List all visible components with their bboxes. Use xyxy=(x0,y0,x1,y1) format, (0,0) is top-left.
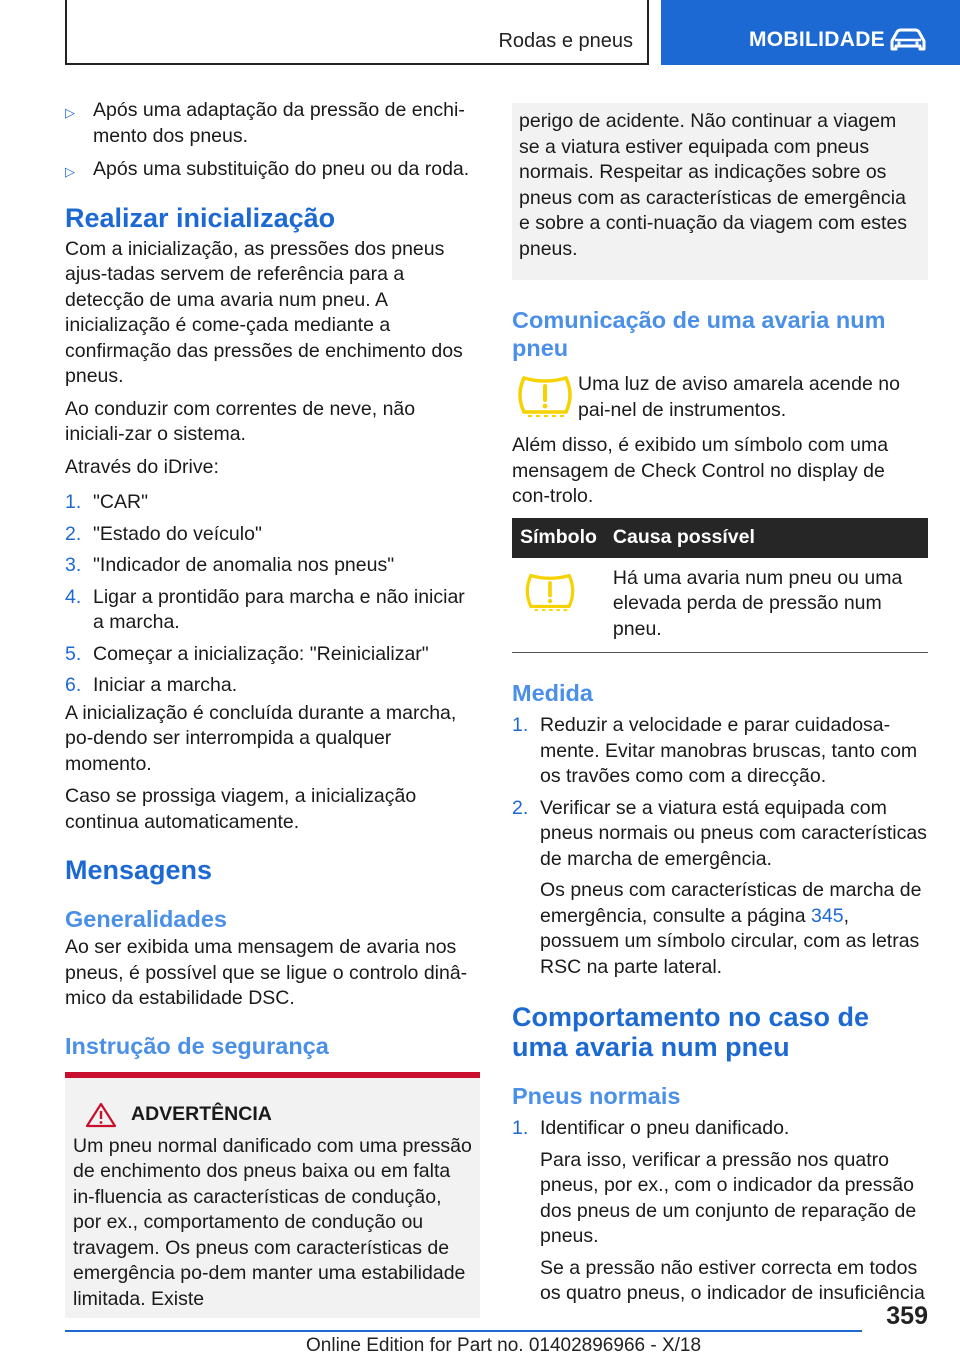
paragraph: Caso se prossiga viagem, a inicialização continua automaticamente. xyxy=(65,785,417,833)
list-item xyxy=(65,490,480,516)
step-text: Reduzir a velocidade e parar cuidadosa-mente. Evitar manobras bruscas, tanto com os travões como com a direcção. xyxy=(540,714,918,787)
warning-light-row xyxy=(512,372,928,423)
step-text: Verificar se a viatura está equipada com pneus normais ou pneus com características de marcha de emergência. xyxy=(540,796,927,870)
heading-pneus-normais: Pneus normais xyxy=(512,1083,681,1109)
warning-header xyxy=(73,1102,472,1128)
warning-triangle-icon xyxy=(81,1102,121,1128)
right-column xyxy=(512,103,928,1313)
table-cell-symbol xyxy=(512,558,605,653)
paragraph: Com a inicialização, as pressões dos pneus ajus-tadas servem de referência para a detecção de uma avaria num pneu. A inicialização é come-çada mediante a confirmação das pressões de enchimento dos pneus. xyxy=(65,237,463,387)
paragraph: A inicialização é concluída durante a marcha, po-dendo ser interrompida a qualquer momento. xyxy=(65,701,457,775)
warning-title: ADVERTÊNCIA xyxy=(131,1103,272,1125)
step-text: Ligar a prontidão para marcha e não iniciar a marcha. xyxy=(93,585,465,633)
bullet-text: Após uma substituição do pneu ou da roda. xyxy=(93,158,470,180)
step-number: 5. xyxy=(65,642,82,665)
footer-edition xyxy=(306,1335,701,1357)
paragraph: Ao conduzir com correntes de neve, não iniciali-zar o sistema. xyxy=(65,397,416,445)
header-chapter-label: MOBILIDADE xyxy=(749,28,885,51)
step-text: Começar a inicialização: "Reinicializar" xyxy=(93,642,429,665)
warning-box xyxy=(65,1078,480,1319)
table-cell-cause: Há uma avaria num pneu ou uma elevada perda de pressão num pneu. xyxy=(605,558,928,653)
symbol-table xyxy=(512,518,928,654)
page-number: 359 xyxy=(886,1302,928,1330)
step-text: Iniciar a marcha. xyxy=(93,674,238,696)
table-header-row xyxy=(512,518,928,558)
table-row xyxy=(512,558,928,653)
left-column xyxy=(65,98,480,1318)
paragraph: Além disso, é exibido um símbolo com uma mensagem de Check Control no display de con-trolo. xyxy=(512,434,889,507)
list-item xyxy=(65,642,480,668)
step-number: 1. xyxy=(65,491,82,513)
tire-pressure-warning-icon xyxy=(512,372,578,418)
bullet-text: Após uma adaptação da pressão de enchi-mento dos pneus. xyxy=(93,99,465,147)
step-subtext xyxy=(540,878,928,980)
tire-pressure-warning-icon xyxy=(520,570,580,612)
list-item xyxy=(512,796,928,873)
header-section-box xyxy=(65,0,649,65)
subtext-before: Os pneus com características de marcha de emergência, consulte a página xyxy=(540,879,922,927)
bullet-triangle-icon: ▷ xyxy=(65,164,75,179)
step-number: 1. xyxy=(512,714,529,736)
step-number: 4. xyxy=(65,585,82,608)
heading-comportamento-avaria: Comportamento no caso de uma avaria num pneu xyxy=(512,1002,870,1062)
step-number: 2. xyxy=(65,522,82,545)
step-subtext: Se a pressão não estiver correcta em todos os quatro pneus, o indicador de insuficiência xyxy=(540,1256,925,1304)
subtext-after: , possuem um símbolo circular, com as letras RSC na parte lateral. xyxy=(540,904,920,978)
list-item xyxy=(65,673,480,699)
heading-realizar-inicializacao: Realizar inicialização xyxy=(65,202,336,233)
list-item xyxy=(512,1116,928,1142)
list-item xyxy=(65,585,480,636)
step-number: 6. xyxy=(65,674,82,696)
list-item xyxy=(65,157,480,185)
page-header xyxy=(0,0,960,68)
list-item xyxy=(512,713,928,790)
warning-box-continued: perigo de acidente. Não continuar a viagem se a viatura estiver equipada com pneus normais. Respeitar as indicações sobre os pneus com as características de emergência e sobre a conti-nuação da viagem com estes pneus. xyxy=(512,103,928,280)
step-subtext: Para isso, verificar a pressão nos quatro pneus, por ex., com o indicador da pressão dos pneus de um conjunto de reparação de pneus. xyxy=(540,1148,917,1247)
bullet-triangle-icon: ▷ xyxy=(65,105,75,120)
list-item xyxy=(65,522,480,548)
step-number: 2. xyxy=(512,796,529,819)
step-number: 1. xyxy=(512,1117,529,1139)
heading-medida: Medida xyxy=(512,680,593,706)
paragraph: Uma luz de aviso amarela acende no pai-nel de instrumentos. xyxy=(578,373,900,421)
heading-comunicacao-avaria: Comunicação de uma avaria num pneu xyxy=(512,307,886,361)
table-header-symbol: Símbolo xyxy=(512,518,605,558)
header-section-title: Rodas e pneus xyxy=(498,30,633,52)
page-reference-link[interactable]: 345 xyxy=(811,904,844,927)
heading-generalidades: Generalidades xyxy=(65,906,227,932)
paragraph: Através do iDrive: xyxy=(65,455,219,478)
step-text: Identificar o pneu danificado. xyxy=(540,1117,790,1139)
car-icon xyxy=(889,27,927,53)
step-text: "CAR" xyxy=(93,491,149,513)
step-text: "Indicador de anomalia nos pneus" xyxy=(93,554,395,576)
table-header-cause: Causa possível xyxy=(605,518,928,558)
paragraph: Ao ser exibida uma mensagem de avaria nos pneus, é possível que se ligue o controlo dinâ-mico da estabilidade DSC. xyxy=(65,936,468,1009)
heading-instrucao-seguranca: Instrução de segurança xyxy=(65,1032,329,1059)
list-item xyxy=(65,98,480,149)
heading-mensagens: Mensagens xyxy=(65,855,213,885)
step-number: 3. xyxy=(65,554,82,576)
list-item xyxy=(65,553,480,579)
footer-edition-text: Online Edition for Part no. 01402896966 - X/18 xyxy=(306,1335,702,1356)
header-chapter-tab[interactable] xyxy=(661,0,960,65)
step-text: "Estado do veículo" xyxy=(93,522,262,545)
warning-text: Um pneu normal danificado com uma pressão de enchimento dos pneus baixa ou em falta in-fluencia as características de condução, por ex., comportamento de condução ou travagem. Os pneus com características de emergência po-dem manter uma estabilidade limitada. Existe xyxy=(73,1134,472,1310)
footer-rule xyxy=(65,1330,862,1332)
